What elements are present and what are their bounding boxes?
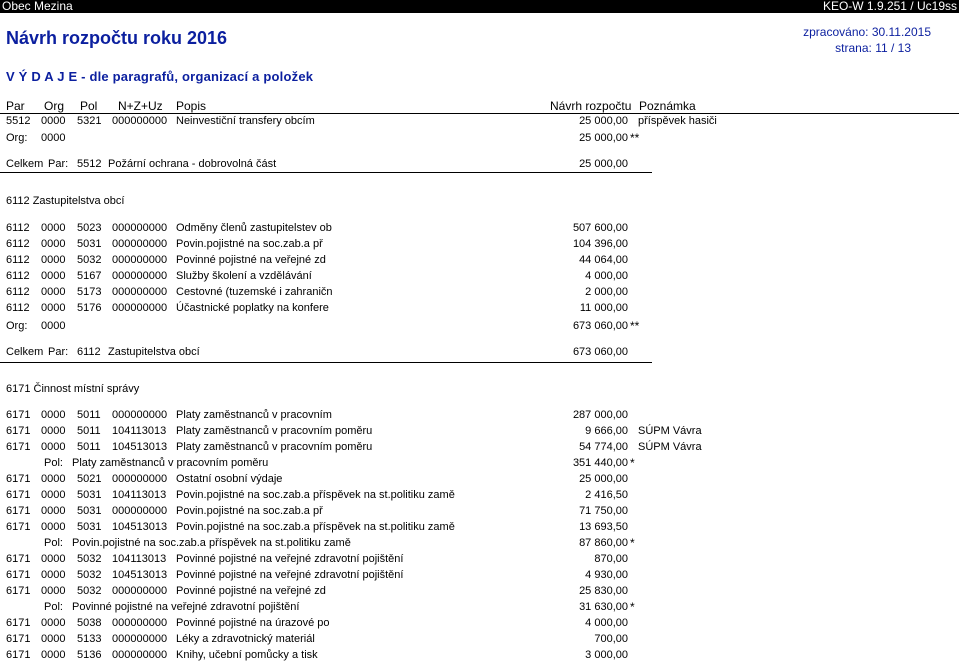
total-amount: 673 060,00 (572, 346, 628, 358)
cell-nzuz: 000000000 (112, 585, 168, 597)
cell-par: 6171 (6, 521, 31, 533)
top-bar (0, 0, 959, 13)
table-row (0, 408, 959, 422)
table-row (0, 648, 959, 662)
cell-org: 0000 (41, 441, 66, 453)
cell-amount: 25 000,00 (579, 473, 628, 485)
cell-par: 6171 (6, 569, 31, 581)
cell-pol: 5167 (77, 270, 102, 282)
cell-par: 6171 (6, 649, 31, 661)
cell-nzuz: 000000000 (112, 222, 168, 234)
cell-popis: Povinné pojistné na veřejné zd (176, 254, 326, 266)
cell-par: 6171 (6, 425, 31, 437)
cell-nzuz: 000000000 (112, 115, 168, 127)
total-underline (0, 172, 652, 173)
total-underline (0, 362, 652, 363)
cell-nzuz: 000000000 (112, 649, 168, 661)
organization-name: Obec Mezina (2, 0, 73, 13)
table-row (0, 237, 959, 251)
cell-par: 6171 (6, 489, 31, 501)
report-subtitle: V Ý D A J E - dle paragrafů, organizací a položek (6, 69, 314, 84)
pol-description: Platy zaměstnanců v pracovním poměru (72, 457, 269, 469)
cell-par: 6112 (6, 286, 30, 298)
cell-org: 0000 (41, 302, 66, 314)
table-row (0, 424, 959, 438)
cell-popis: Platy zaměstnanců v pracovním poměru (176, 425, 373, 437)
cell-org: 0000 (41, 489, 66, 501)
cell-pol: 5032 (77, 569, 102, 581)
cell-org: 0000 (41, 569, 66, 581)
cell-popis: Povin.pojistné na soc.zab.a příspěvek na st.politiku zamě (176, 489, 455, 501)
cell-pol: 5031 (77, 505, 102, 517)
table-row (0, 616, 959, 630)
cell-note: SÚPM Vávra (638, 441, 702, 453)
cell-pol: 5021 (77, 473, 102, 485)
header-poznamka: Poznámka (639, 99, 696, 113)
par-code: 5512 (77, 158, 102, 170)
cell-pol: 5133 (77, 633, 102, 645)
section-title: 6112 Zastupitelstva obcí (6, 195, 125, 207)
subtotal-stars: * (630, 536, 635, 550)
cell-nzuz: 000000000 (112, 302, 168, 314)
header-pol: Pol (80, 99, 98, 113)
cell-org: 0000 (41, 617, 66, 629)
cell-popis: Léky a zdravotnický materiál (176, 633, 315, 645)
cell-popis: Platy zaměstnanců v pracovním poměru (176, 441, 373, 453)
cell-amount: 870,00 (594, 553, 628, 565)
cell-pol: 5011 (77, 409, 101, 421)
cell-popis: Knihy, učební pomůcky a tisk (176, 649, 318, 661)
pol-subtotal-row (0, 536, 959, 550)
cell-org: 0000 (41, 270, 66, 282)
cell-nzuz: 000000000 (112, 505, 168, 517)
cell-amount: 11 000,00 (579, 302, 628, 314)
total-amount: 25 000,00 (579, 158, 628, 170)
cell-popis: Povinné pojistné na veřejné zdravotní pojištění (176, 569, 404, 581)
cell-org: 0000 (41, 286, 66, 298)
cell-nzuz: 104113013 (112, 553, 167, 565)
pol-label: Pol: (44, 601, 63, 613)
cell-pol: 5023 (77, 222, 102, 234)
cell-nzuz: 000000000 (112, 270, 168, 282)
cell-amount: 4 930,00 (585, 569, 628, 581)
total-label: Celkem (6, 346, 44, 358)
table-row (0, 552, 959, 566)
subtotal-amount: 87 860,00 (579, 537, 628, 549)
cell-pol: 5011 (77, 425, 101, 437)
cell-pol: 5032 (77, 254, 102, 266)
subtotal-stars: * (630, 600, 635, 614)
cell-popis: Cestovné (tuzemské i zahraničn (176, 286, 333, 298)
cell-pol: 5031 (77, 521, 102, 533)
cell-par: 6171 (6, 617, 31, 629)
cell-amount: 3 000,00 (585, 649, 628, 661)
cell-pol: 5032 (77, 553, 102, 565)
cell-amount: 44 064,00 (579, 254, 628, 266)
cell-popis: Služby školení a vzdělávání (176, 270, 312, 282)
cell-popis: Povinné pojistné na veřejné zdravotní pojištění (176, 553, 404, 565)
cell-amount: 104 396,00 (572, 238, 628, 250)
cell-pol: 5038 (77, 617, 102, 629)
cell-nzuz: 000000000 (112, 617, 168, 629)
pol-label: Pol: (44, 537, 63, 549)
section-title: 6171 Činnost místní správy (6, 383, 140, 395)
pol-description: Povinné pojistné na veřejné zdravotní pojištění (72, 601, 300, 613)
cell-note: SÚPM Vávra (638, 425, 702, 437)
cell-org: 0000 (41, 553, 66, 565)
pol-label: Pol: (44, 457, 63, 469)
cell-nzuz: 000000000 (112, 238, 168, 250)
cell-nzuz: 104513013 (112, 569, 168, 581)
subtotal-stars: ** (630, 131, 640, 145)
cell-note: příspěvek hasiči (638, 115, 717, 127)
cell-pol: 5031 (77, 489, 102, 501)
version-label: KEO-W 1.9.251 / Uc19ss (822, 0, 957, 13)
table-row (0, 584, 959, 598)
section-heading (0, 194, 959, 208)
cell-org: 0000 (41, 649, 66, 661)
table-row (0, 472, 959, 486)
cell-pol: 5136 (77, 649, 102, 661)
cell-org: 0000 (41, 521, 66, 533)
cell-pol: 5011 (77, 441, 101, 453)
cell-org: 0000 (41, 633, 66, 645)
cell-nzuz: 000000000 (112, 254, 168, 266)
cell-nzuz: 000000000 (112, 286, 168, 298)
cell-par: 6171 (6, 553, 31, 565)
cell-par: 6171 (6, 409, 31, 421)
header-popis: Popis (176, 99, 207, 113)
cell-amount: 700,00 (594, 633, 628, 645)
par-code: 6112 (77, 346, 101, 358)
cell-par: 6112 (6, 254, 30, 266)
section-heading (0, 382, 959, 396)
cell-org: 0000 (41, 425, 66, 437)
table-row (0, 504, 959, 518)
pol-subtotal-row (0, 600, 959, 614)
cell-org: 0000 (41, 409, 66, 421)
cell-nzuz: 104513013 (112, 441, 168, 453)
cell-par: 6112 (6, 270, 30, 282)
pol-description: Povin.pojistné na soc.zab.a příspěvek na st.politiku zamě (72, 537, 351, 549)
cell-par: 6171 (6, 505, 31, 517)
cell-org: 0000 (41, 505, 66, 517)
subtotal-amount: 673 060,00 (572, 320, 628, 332)
cell-org: 0000 (41, 473, 66, 485)
pol-subtotal-row (0, 456, 959, 470)
page-title: Návrh rozpočtu roku 2016 (6, 28, 228, 48)
cell-pol: 5032 (77, 585, 102, 597)
table-row (0, 520, 959, 534)
page-number: strana: 11 / 13 (835, 41, 911, 55)
table-row (0, 114, 959, 128)
cell-amount: 507 600,00 (572, 222, 628, 234)
table-row (0, 632, 959, 646)
table-row (0, 440, 959, 454)
cell-par: 6171 (6, 585, 31, 597)
cell-par: 6112 (6, 302, 30, 314)
cell-amount: 25 830,00 (579, 585, 628, 597)
cell-par: 6171 (6, 473, 31, 485)
cell-pol: 5321 (77, 115, 102, 127)
org-subtotal-row (0, 131, 959, 145)
cell-amount: 2 000,00 (585, 286, 628, 298)
org-code: 0000 (41, 132, 66, 144)
total-row (0, 345, 959, 359)
cell-pol: 5176 (77, 302, 102, 314)
cell-org: 0000 (41, 238, 66, 250)
cell-popis: Odměny členů zastupitelstev ob (176, 222, 332, 234)
cell-popis: Povin.pojistné na soc.zab.a př (176, 505, 323, 517)
cell-amount: 2 416,50 (585, 489, 628, 501)
total-label: Celkem (6, 158, 44, 170)
org-subtotal-row (0, 319, 959, 333)
table-row (0, 568, 959, 582)
cell-nzuz: 000000000 (112, 633, 168, 645)
table-row (0, 253, 959, 267)
org-label: Org: (6, 132, 28, 144)
subtotal-amount: 31 630,00 (579, 601, 628, 613)
cell-popis: Povinné pojistné na úrazové po (176, 617, 330, 629)
cell-popis: Účastnické poplatky na konfere (176, 302, 329, 314)
cell-pol: 5031 (77, 238, 102, 250)
org-code: 0000 (41, 320, 66, 332)
cell-popis: Ostatní osobní výdaje (176, 473, 283, 485)
table-row (0, 269, 959, 283)
cell-par: 5512 (6, 115, 31, 127)
total-row (0, 157, 959, 171)
cell-pol: 5173 (77, 286, 102, 298)
cell-nzuz: 104513013 (112, 521, 168, 533)
par-label: Par: (48, 158, 69, 170)
header-navrh: Návrh rozpočtu (550, 99, 632, 113)
cell-nzuz: 104113013 (112, 425, 167, 437)
org-label: Org: (6, 320, 28, 332)
cell-par: 6171 (6, 441, 31, 453)
header-nzuz: N+Z+Uz (118, 99, 163, 113)
cell-org: 0000 (41, 254, 66, 266)
cell-amount: 9 666,00 (585, 425, 628, 437)
cell-nzuz: 000000000 (112, 473, 168, 485)
table-row (0, 301, 959, 315)
cell-amount: 13 693,50 (579, 521, 628, 533)
cell-nzuz: 104113013 (112, 489, 167, 501)
processed-date: zpracováno: 30.11.2015 (803, 25, 931, 39)
cell-amount: 54 774,00 (579, 441, 628, 453)
cell-amount: 4 000,00 (585, 270, 628, 282)
cell-amount: 287 000,00 (572, 409, 628, 421)
cell-popis: Povinné pojistné na veřejné zd (176, 585, 326, 597)
cell-par: 6112 (6, 238, 30, 250)
subtotal-amount: 351 440,00 (572, 457, 628, 469)
cell-popis: Povin.pojistné na soc.zab.a příspěvek na st.politiku zamě (176, 521, 455, 533)
cell-org: 0000 (41, 222, 66, 234)
cell-org: 0000 (41, 115, 66, 127)
table-row (0, 488, 959, 502)
cell-par: 6171 (6, 633, 31, 645)
header-org: Org (44, 99, 65, 113)
table-row (0, 285, 959, 299)
subtotal-stars: ** (630, 319, 640, 333)
header-par: Par (6, 99, 25, 113)
subtotal-amount: 25 000,00 (579, 132, 628, 144)
subtotal-stars: * (630, 456, 635, 470)
cell-par: 6112 (6, 222, 30, 234)
cell-amount: 71 750,00 (579, 505, 628, 517)
cell-popis: Platy zaměstnanců v pracovním (176, 409, 332, 421)
cell-popis: Povin.pojistné na soc.zab.a př (176, 238, 323, 250)
cell-amount: 25 000,00 (579, 115, 628, 127)
cell-org: 0000 (41, 585, 66, 597)
total-description: Zastupitelstva obcí (108, 346, 200, 358)
cell-amount: 4 000,00 (585, 617, 628, 629)
total-description: Požární ochrana - dobrovolná část (108, 158, 277, 170)
cell-nzuz: 000000000 (112, 409, 168, 421)
par-label: Par: (48, 346, 69, 358)
cell-popis: Neinvestiční transfery obcím (176, 115, 315, 127)
table-row (0, 221, 959, 235)
